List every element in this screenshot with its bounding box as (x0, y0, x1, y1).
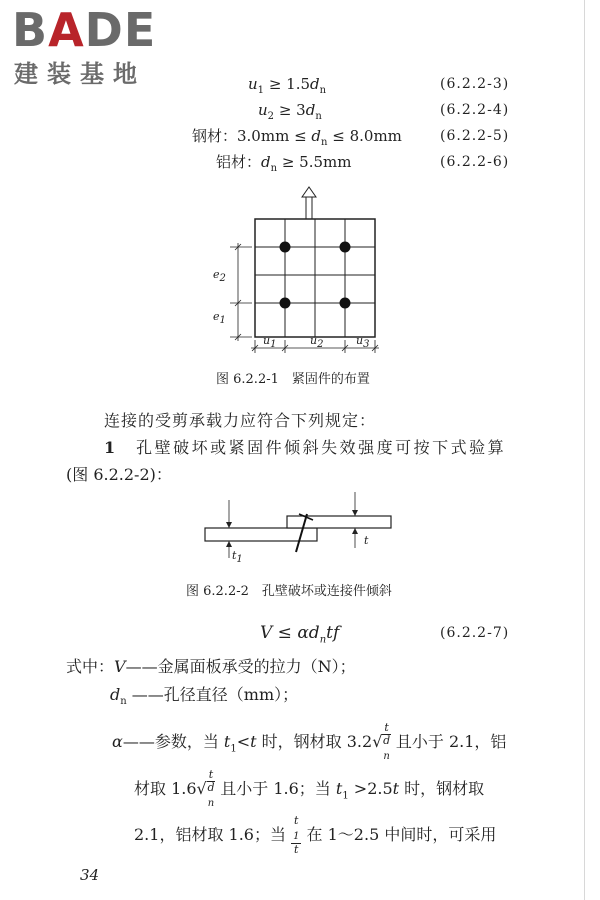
figure-caption: 图 6.2.2-1 紧固件的布置 (216, 372, 370, 387)
equation-6-2-2-7: $V \le \alpha d_ntf$ (260, 623, 340, 646)
thickness-label-t: t (364, 534, 369, 547)
paragraph-line: (图 6.2.2-2)： (66, 465, 172, 484)
paragraph-line: 连接的受剪承载力应符合下列规定： (104, 411, 377, 430)
dim-label-e2: $e_2$ (213, 268, 226, 285)
dim-label-e1: $e_1$ (213, 310, 226, 327)
equation-6-2-2-5: 钢材：$3.0mm \le d_n \le 8.0mm$ (192, 127, 402, 148)
where-line-alpha-cont: 材取 1.6√ t d $_n$ 且小于 1.6；当 $t_1 >2.5t$ 时，钢材取 (134, 768, 485, 810)
fastener-hole (340, 298, 351, 309)
equation-number: (6.2.2-4) (440, 102, 510, 118)
thickness-label-t1: $t_1$ (232, 549, 243, 566)
paragraph-item-1: 1 孔壁破坏或紧固件倾斜失效强度可按下式验算 (104, 438, 507, 457)
fastener-layout-figure (200, 185, 400, 360)
logo: BADE (12, 3, 157, 57)
where-line-alpha: α——参数，当 $t_1<t$ 时，钢材取 3.2√ t d $_n$ 且小于 2.1，铝 (112, 721, 507, 763)
load-arrow-icon (302, 187, 316, 219)
fastener-hole (280, 242, 291, 253)
equation-6-2-2-6: 铝材：$d_n \ge 5.5mm$ (216, 153, 352, 174)
hole-failure-figure (195, 490, 405, 570)
equation-6-2-2-3: $u_1 \ge 1.5d_n$ (248, 75, 327, 96)
equation-number: (6.2.2-6) (440, 154, 510, 170)
page-number: 34 (80, 866, 100, 884)
fastener-hole (280, 298, 291, 309)
where-line-alpha-cont2: 2.1，铝材取 1.6；当 t $_1$ t 在 1～2.5 中间时，可采用 (134, 814, 497, 857)
figure-caption: 图 6.2.2-2 孔壁破坏或连接件倾斜 (186, 584, 392, 599)
dim-label-u1: $u_1$ (263, 334, 277, 351)
equation-number: (6.2.2-7) (440, 625, 510, 641)
equation-number: (6.2.2-5) (440, 128, 510, 144)
fastener-hole (340, 242, 351, 253)
where-line-v: 式中：V——金属面板承受的拉力（N）； (66, 657, 356, 676)
dim-label-u3: $u_3$ (356, 334, 370, 351)
where-line-dn: $d_n$ ——孔径直径（mm）； (110, 685, 299, 708)
logo-subtitle: 建装基地 (14, 60, 146, 88)
equation-6-2-2-4: $u_2 \ge 3d_n$ (258, 101, 322, 122)
dim-label-u2: $u_2$ (310, 334, 324, 351)
page-edge-line (584, 0, 585, 900)
equation-number: (6.2.2-3) (440, 76, 510, 92)
